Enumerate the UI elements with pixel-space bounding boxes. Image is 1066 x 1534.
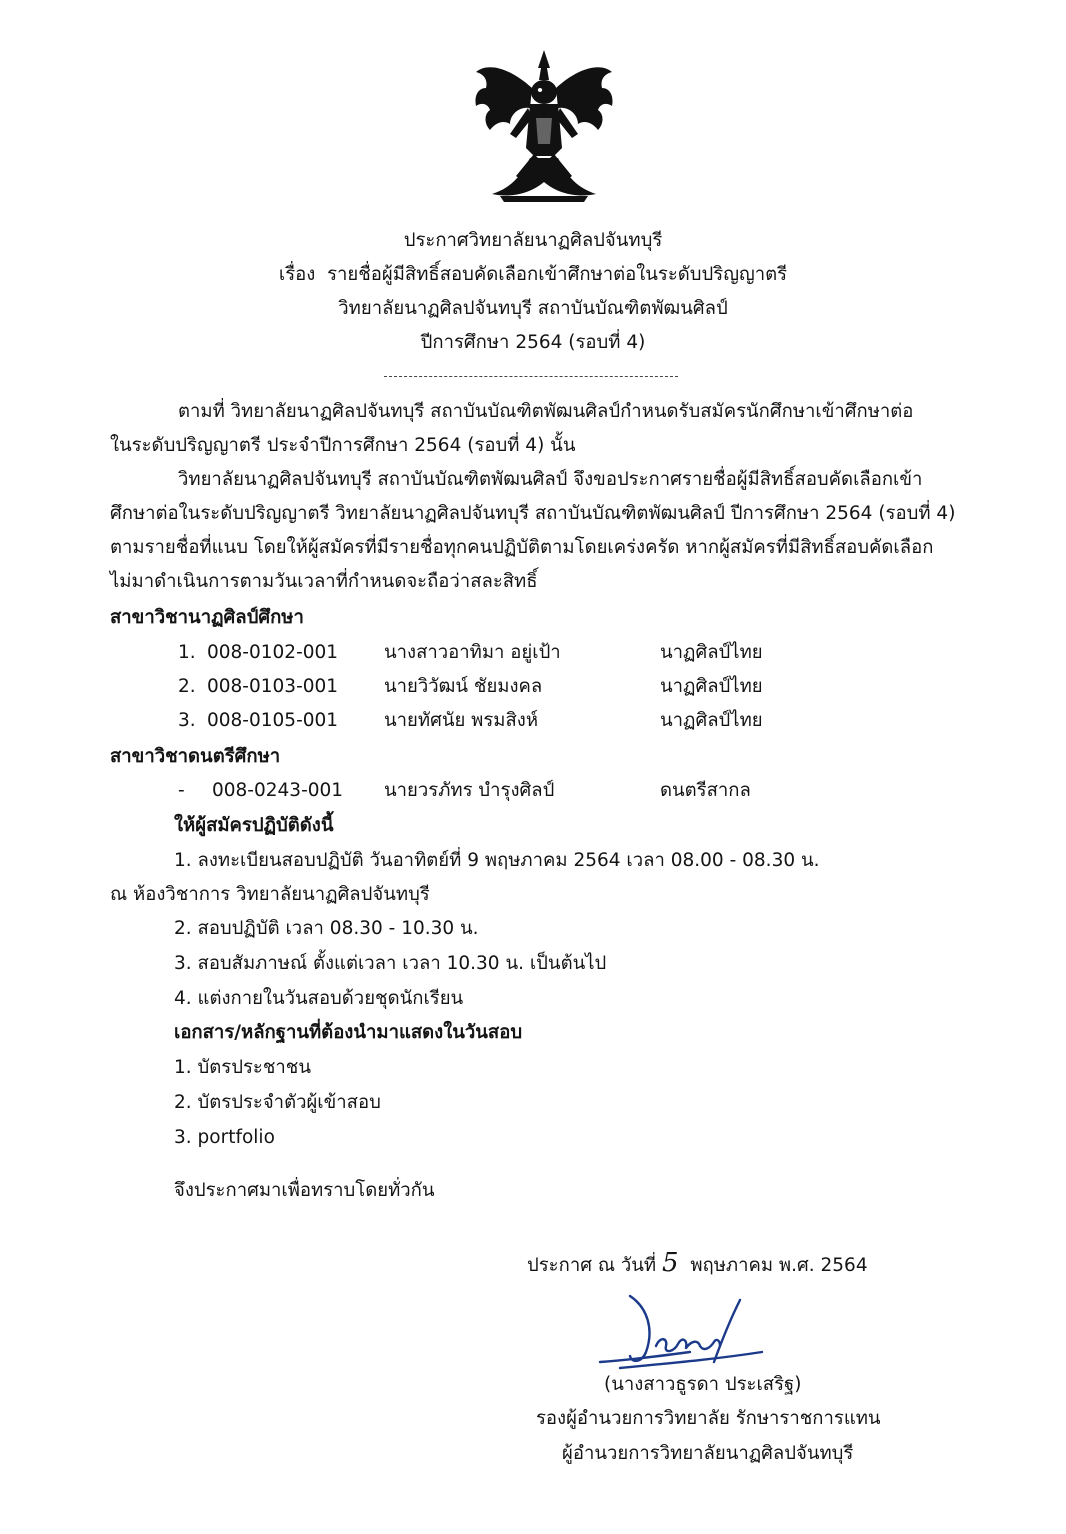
subject-text: รายชื่อผู้มีสิทธิ์สอบคัดเลือกเข้าศึกษาต่อในระดับปริญญาตรี: [327, 264, 788, 285]
section2-heading: สาขาวิชาดนตรีศึกษา: [110, 746, 281, 767]
row-number: 1.: [178, 642, 196, 663]
garuda-emblem-icon: [470, 48, 618, 204]
section1-heading: สาขาวิชานาฏศิลป์ศึกษา: [110, 607, 304, 628]
applicant-major: นาฏศิลป์ไทย: [660, 642, 763, 663]
intro-p2-line4: ไม่มาดำเนินการตามวันเวลาที่กำหนดจะถือว่าสละสิทธิ์: [110, 571, 538, 592]
applicant-id: 008-0243-001: [212, 780, 344, 801]
announcement-title: ประกาศวิทยาลัยนาฏศิลปจันทบุรี: [403, 230, 663, 251]
announcement-date: [527, 1248, 868, 1279]
applicant-major: นาฏศิลป์ไทย: [660, 710, 763, 731]
year-line: ปีการศึกษา 2564 (รอบที่ 4): [420, 332, 646, 353]
applicant-id: 008-0102-001: [207, 642, 339, 663]
document-item: 3. portfolio: [174, 1127, 275, 1148]
date-prefix: ประกาศ ณ วันที่: [527, 1255, 657, 1276]
applicant-major: นาฏศิลป์ไทย: [660, 676, 763, 697]
subject-label: เรื่อง: [278, 264, 316, 285]
date-suffix: พฤษภาคม พ.ศ. 2564: [690, 1255, 868, 1276]
documents-heading: เอกสาร/หลักฐานที่ต้องนำมาแสดงในวันสอบ: [174, 1022, 523, 1043]
row-number: 3.: [178, 710, 196, 731]
applicant-id: 008-0105-001: [207, 710, 339, 731]
intro-p1-line2: ในระดับปริญญาตรี ประจำปีการศึกษา 2564 (รอบที่ 4) นั้น: [110, 435, 576, 456]
applicant-id: 008-0103-001: [207, 676, 339, 697]
college-line: วิทยาลัยนาฏศิลปจันทบุรี สถาบันบัณฑิตพัฒนศิลป์: [338, 298, 728, 319]
document-item: 1. บัตรประชาชน: [174, 1057, 311, 1078]
intro-p1-line1: ตามที่ วิทยาลัยนาฏศิลปจันทบุรี สถาบันบัณฑิตพัฒนศิลป์กำหนดรับสมัครนักศึกษาเข้าศึกษาต่อ: [178, 401, 914, 422]
row-number: -: [178, 780, 185, 801]
date-day: 5: [662, 1248, 679, 1278]
instruction-item-1-cont: ณ ห้องวิชาการ วิทยาลัยนาฏศิลปจันทบุรี: [110, 884, 430, 905]
intro-p2-line3: ตามรายชื่อที่แนบ โดยให้ผู้สมัครที่มีรายชื่อทุกคนปฏิบัติตามโดยเคร่งครัด หากผู้สมัครที่มีสิทธิ์สอบคัดเลือก: [110, 537, 934, 558]
announcement-subject: [0, 264, 1066, 286]
signer-name: (นางสาวธูรดา ประเสริฐ): [604, 1374, 802, 1395]
instruction-item-3: 3. สอบสัมภาษณ์ ตั้งแต่เวลา เวลา 10.30 น. เป็นต้นไป: [174, 953, 607, 974]
signer-position-1: รองผู้อำนวยการวิทยาลัย รักษาราชการแทน: [536, 1408, 881, 1429]
closing-statement: จึงประกาศมาเพื่อทราบโดยทั่วกัน: [174, 1180, 435, 1201]
applicant-name: นางสาวอาทิมา อยู่เป้า: [384, 642, 561, 663]
document-item: 2. บัตรประจำตัวผู้เข้าสอบ: [174, 1092, 381, 1113]
instruction-item-1: 1. ลงทะเบียนสอบปฏิบัติ วันอาทิตย์ที่ 9 พฤษภาคม 2564 เวลา 08.00 - 08.30 น.: [174, 850, 820, 871]
instruction-item-2: 2. สอบปฏิบัติ เวลา 08.30 - 10.30 น.: [174, 918, 479, 939]
applicant-major: ดนตรีสากล: [660, 780, 751, 801]
instructions-heading: ให้ผู้สมัครปฏิบัติดังนี้: [174, 815, 334, 836]
applicant-name: นายทัศนัย พรมสิงห์: [384, 710, 539, 731]
instruction-item-4: 4. แต่งกายในวันสอบด้วยชุดนักเรียน: [174, 988, 464, 1009]
signer-position-2: ผู้อำนวยการวิทยาลัยนาฏศิลปจันทบุรี: [562, 1443, 854, 1464]
applicant-name: นายวิวัฒน์ ชัยมงคล: [384, 676, 543, 697]
divider: [384, 376, 678, 377]
handwritten-signature-icon: [590, 1290, 790, 1380]
applicant-name: นายวรภัทร บำรุงศิลป์: [384, 780, 555, 801]
row-number: 2.: [178, 676, 196, 697]
intro-p2-line2: ศึกษาต่อในระดับปริญญาตรี วิทยาลัยนาฏศิลปจันทบุรี สถาบันบัณฑิตพัฒนศิลป์ ปีการศึกษา 2564 (รอบที่ 4): [110, 503, 956, 524]
intro-p2-line1: วิทยาลัยนาฏศิลปจันทบุรี สถาบันบัณฑิตพัฒนศิลป์ จึงขอประกาศรายชื่อผู้มีสิทธิ์สอบคัดเลือกเข้า: [178, 469, 923, 490]
